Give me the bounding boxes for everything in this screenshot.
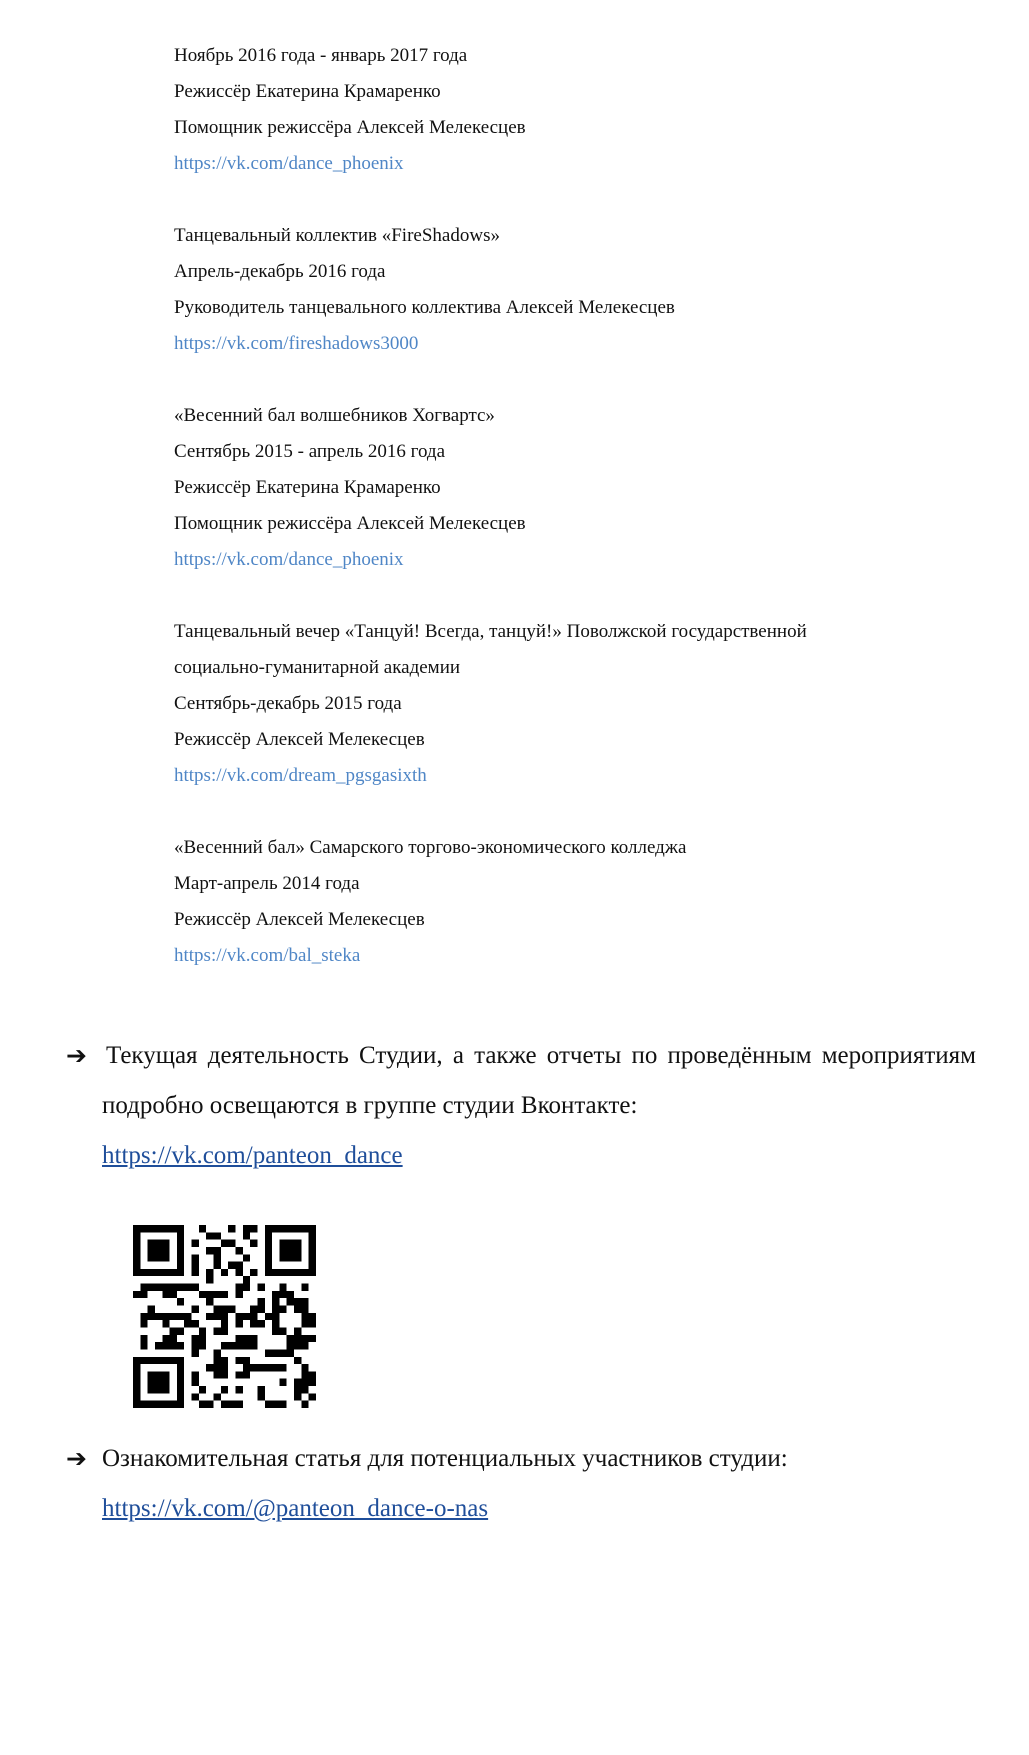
bullet-text-block: [102, 1031, 976, 1181]
project-entry: [174, 398, 974, 578]
project-entry: [174, 38, 974, 182]
project-line: Сентябрь 2015 - апрель 2016 года: [174, 441, 446, 462]
project-line: Помощник режиссёра Алексей Мелекесцев: [174, 513, 526, 534]
project-entry: [174, 830, 974, 974]
article-link[interactable]: https://vk.com/@panteon_dance-o-nas: [102, 1495, 489, 1522]
bullet-text: Текущая деятельность Студии, а также отчеты по проведённым мероприятиям подробно освещаются в группе студии Вконтакте:: [102, 1042, 976, 1119]
project-link[interactable]: https://vk.com/dance_phoenix: [174, 549, 404, 570]
arrow-right-icon: ➔: [66, 1041, 87, 1070]
project-line: Помощник режиссёра Алексей Мелекесцев: [174, 117, 526, 138]
project-link[interactable]: https://vk.com/fireshadows3000: [174, 333, 419, 354]
project-line: Танцевальный коллектив «FireShadows»: [174, 225, 500, 246]
project-line: Режиссёр Екатерина Крамаренко: [174, 81, 441, 102]
project-link[interactable]: https://vk.com/dream_pgsgasixth: [174, 765, 427, 786]
project-entry: [174, 614, 974, 794]
project-line: Режиссёр Алексей Мелекесцев: [174, 909, 425, 930]
project-entry: [174, 218, 974, 362]
bullet-text-block: [102, 1434, 976, 1534]
bullet-article: [66, 1434, 976, 1534]
project-line: социально-гуманитарной академии: [174, 657, 461, 678]
qr-code-icon: [133, 1225, 316, 1408]
project-line: Сентябрь-декабрь 2015 года: [174, 693, 402, 714]
project-link[interactable]: https://vk.com/dance_phoenix: [174, 153, 404, 174]
project-line: Режиссёр Алексей Мелекесцев: [174, 729, 425, 750]
project-line: «Весенний бал волшебников Хогвартс»: [174, 405, 495, 426]
project-line: «Весенний бал» Самарского торгово-экономического колледжа: [174, 837, 687, 858]
project-line: Режиссёр Екатерина Крамаренко: [174, 477, 441, 498]
project-line: Танцевальный вечер «Танцуй! Всегда, танцуй!» Поволжской государственной: [174, 621, 807, 642]
bullet-vk-group: [66, 1031, 976, 1181]
project-line: Апрель-декабрь 2016 года: [174, 261, 386, 282]
arrow-right-icon: ➔: [66, 1444, 87, 1473]
project-line: Ноябрь 2016 года - январь 2017 года: [174, 45, 468, 66]
vk-group-link[interactable]: https://vk.com/panteon_dance: [102, 1142, 403, 1169]
project-link[interactable]: https://vk.com/bal_steka: [174, 945, 361, 966]
projects-list: [174, 38, 974, 1010]
project-line: Руководитель танцевального коллектива Алексей Мелекесцев: [174, 297, 675, 318]
bullet-text: Ознакомительная статья для потенциальных участников студии:: [102, 1445, 788, 1472]
project-line: Март-апрель 2014 года: [174, 873, 360, 894]
